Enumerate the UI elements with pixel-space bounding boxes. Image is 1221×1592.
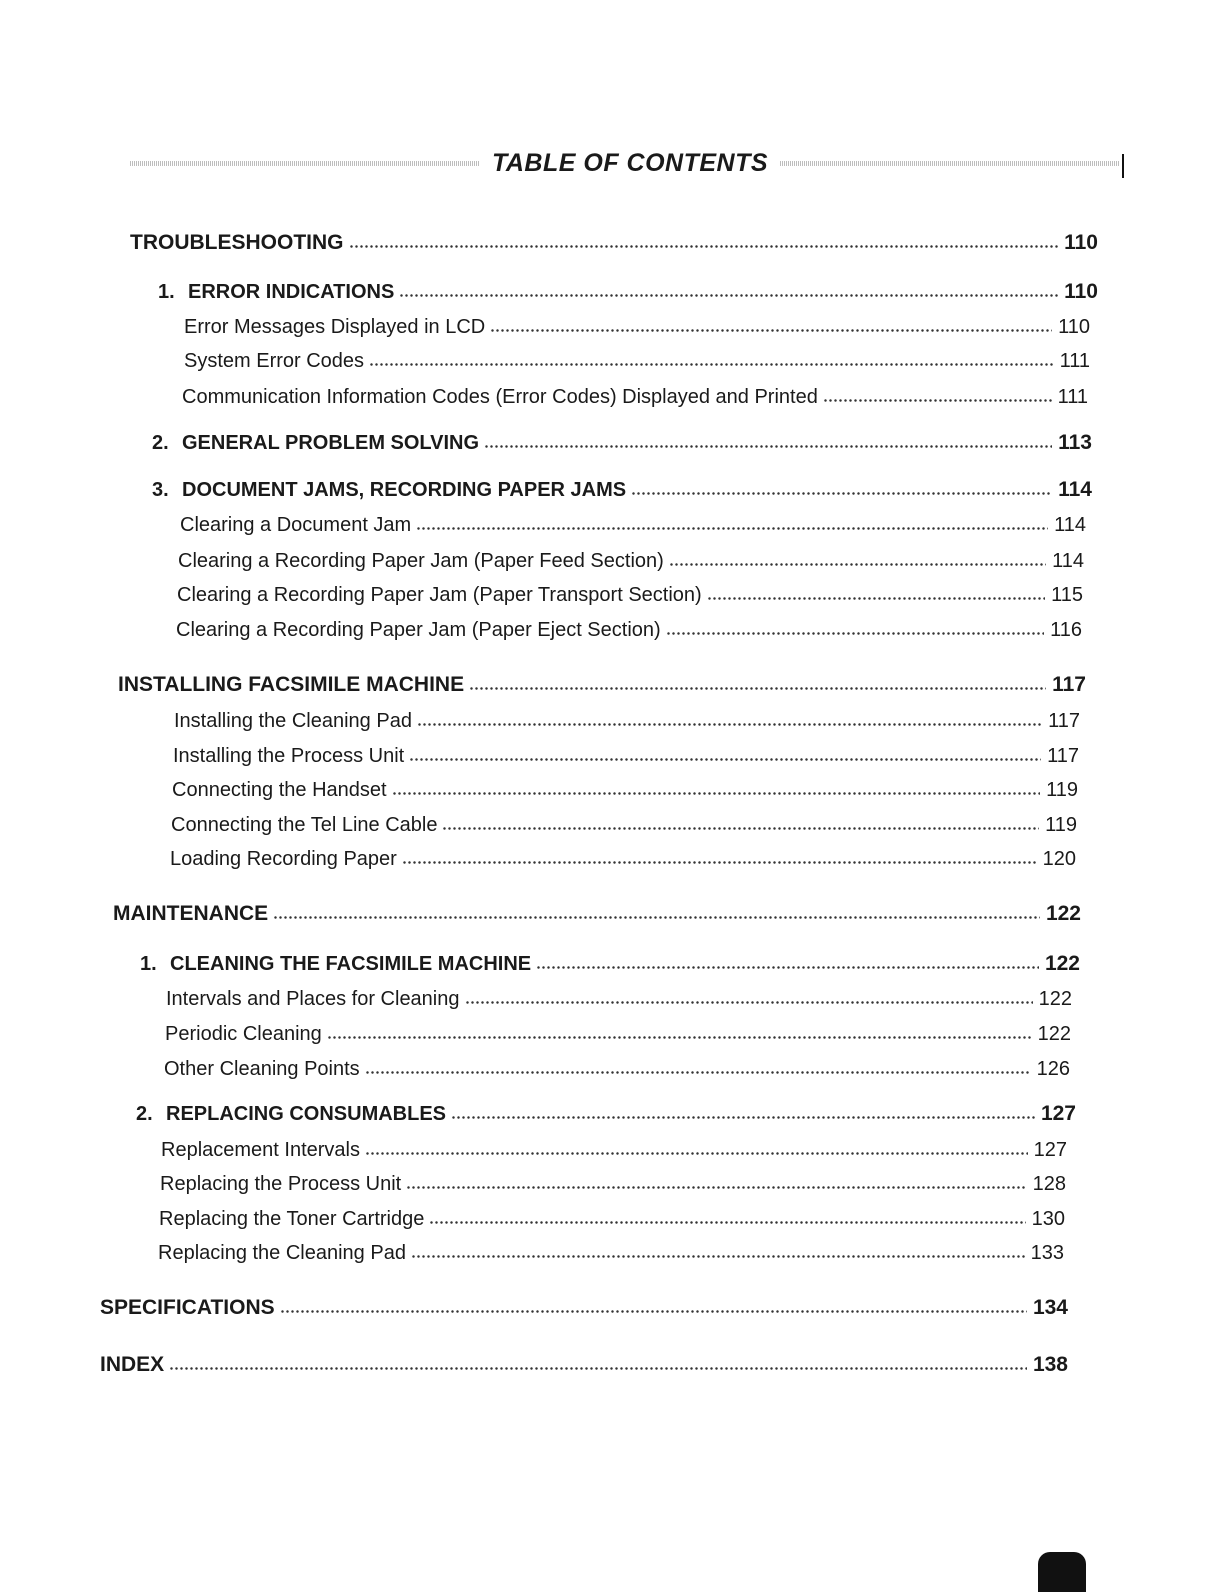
leader-dots xyxy=(485,445,1052,449)
toc-entry-label: INDEX xyxy=(100,1353,165,1376)
toc-entry-label: Clearing a Recording Paper Jam (Paper Eject Section) xyxy=(176,619,661,641)
leader-dots xyxy=(491,329,1052,333)
leader-dots xyxy=(407,1186,1026,1190)
toc-entry-page: 117 xyxy=(1052,673,1086,696)
toc-entry[interactable] xyxy=(174,708,1080,734)
leader-dots xyxy=(370,363,1054,367)
toc-entry-page: 127 xyxy=(1033,1139,1067,1161)
toc-entry[interactable] xyxy=(158,1240,1064,1266)
toc-entry-page: 114 xyxy=(1058,478,1092,501)
toc-entry-page: 122 xyxy=(1037,1023,1071,1045)
toc-entry-page: 111 xyxy=(1059,350,1090,372)
leader-dots xyxy=(170,1367,1027,1371)
toc-entry-label: Clearing a Recording Paper Jam (Paper Feed Section) xyxy=(178,550,664,572)
toc-entry-page: 117 xyxy=(1048,710,1080,732)
toc-entry-label: SPECIFICATIONS xyxy=(100,1296,275,1319)
toc-entry-label: Periodic Cleaning xyxy=(165,1023,322,1045)
toc-entry-page: 115 xyxy=(1051,584,1083,606)
toc-entry[interactable] xyxy=(160,1171,1066,1197)
toc-entry[interactable] xyxy=(136,1101,1076,1127)
toc-entry-label: TROUBLESHOOTING xyxy=(130,231,344,254)
leader-dots xyxy=(466,1001,1033,1005)
toc-entry-page: 134 xyxy=(1032,1296,1068,1319)
leader-dots xyxy=(418,723,1042,727)
toc-entry-label: Replacing the Cleaning Pad xyxy=(158,1242,406,1264)
leader-dots xyxy=(443,827,1039,831)
toc-entry[interactable] xyxy=(165,1021,1071,1047)
toc-entry-page: 138 xyxy=(1032,1353,1068,1376)
leader-dots xyxy=(417,527,1048,531)
toc-entry[interactable] xyxy=(161,1137,1067,1163)
toc-entry-label: Installing the Cleaning Pad xyxy=(174,710,412,732)
toc-entry-label: GENERAL PROBLEM SOLVING xyxy=(182,432,480,454)
leader-dots xyxy=(537,966,1039,970)
toc-entry[interactable] xyxy=(176,617,1082,643)
toc-entry[interactable] xyxy=(130,230,1098,256)
toc-entry-page: 116 xyxy=(1050,619,1082,641)
toc-entry-label: Other Cleaning Points xyxy=(164,1058,360,1080)
toc-entry-page: 119 xyxy=(1046,779,1078,801)
leader-dots xyxy=(470,687,1046,691)
toc-entry-page: 127 xyxy=(1040,1102,1076,1125)
toc-entry-number: 1. xyxy=(140,953,157,975)
toc-entry-page: 128 xyxy=(1032,1173,1066,1195)
toc-entry-number: 1. xyxy=(158,281,175,303)
toc-entry-page: 113 xyxy=(1058,431,1092,454)
toc-entry-label: Replacing the Process Unit xyxy=(160,1173,402,1195)
toc-entry-page: 110 xyxy=(1064,231,1098,254)
leader-dots xyxy=(670,563,1046,567)
leader-dots xyxy=(274,916,1040,920)
toc-entry-label: Connecting the Handset xyxy=(172,779,387,801)
toc-entry-label: Error Messages Displayed in LCD xyxy=(184,316,486,338)
leader-dots xyxy=(281,1310,1027,1314)
toc-entry[interactable] xyxy=(170,846,1076,872)
toc-entry-page: 117 xyxy=(1047,745,1079,767)
toc-entry-page: 122 xyxy=(1038,988,1072,1010)
toc-entry[interactable] xyxy=(173,743,1079,769)
toc-entry-label: System Error Codes xyxy=(184,350,365,372)
toc-entry[interactable] xyxy=(140,951,1080,977)
toc-entry[interactable] xyxy=(172,777,1078,803)
toc-entry-label: ERROR INDICATIONS xyxy=(188,281,395,303)
toc-entry-label: Intervals and Places for Cleaning xyxy=(166,988,460,1010)
leader-dots xyxy=(824,399,1052,403)
leader-dots xyxy=(430,1221,1025,1225)
toc-entry-label: MAINTENANCE xyxy=(113,902,269,925)
toc-entry-number: 2. xyxy=(136,1103,153,1125)
toc-entry-number: 3. xyxy=(152,479,169,501)
leader-dots xyxy=(366,1071,1031,1075)
toc-entry-page: 114 xyxy=(1052,550,1084,572)
leader-dots xyxy=(393,792,1041,796)
toc-entry-page: 111 xyxy=(1057,386,1088,408)
leader-dots xyxy=(400,294,1058,298)
toc-entry[interactable] xyxy=(177,582,1083,608)
toc-entry-label: Replacing the Toner Cartridge xyxy=(159,1208,425,1230)
toc-entry-label: Replacement Intervals xyxy=(161,1139,360,1161)
toc-entry[interactable] xyxy=(100,1352,1068,1378)
toc-entry-page: 110 xyxy=(1058,316,1090,338)
toc-entry[interactable] xyxy=(184,314,1090,340)
toc-entry[interactable] xyxy=(184,348,1090,374)
toc-entry-label: Installing the Process Unit xyxy=(173,745,405,767)
leader-dots xyxy=(403,861,1037,865)
leader-dots xyxy=(328,1036,1032,1040)
toc-entry[interactable] xyxy=(118,672,1086,698)
toc-entry-page: 133 xyxy=(1030,1242,1064,1264)
toc-entry-label: Loading Recording Paper xyxy=(170,848,397,870)
toc-entry[interactable] xyxy=(152,477,1092,503)
toc-entry[interactable] xyxy=(182,384,1088,410)
toc-entry-page: 119 xyxy=(1045,814,1077,836)
leader-dots xyxy=(366,1152,1028,1156)
toc-entry-label: REPLACING CONSUMABLES xyxy=(166,1103,447,1125)
toc-entry-label: DOCUMENT JAMS, RECORDING PAPER JAMS xyxy=(182,479,627,501)
leader-dots xyxy=(412,1255,1025,1259)
toc-entry-number: 2. xyxy=(152,432,169,454)
toc-entry-label: Connecting the Tel Line Cable xyxy=(171,814,438,836)
leader-dots xyxy=(410,758,1041,762)
toc-entry-label: Clearing a Recording Paper Jam (Paper Transport Section) xyxy=(177,584,702,606)
toc-entry-page: 130 xyxy=(1031,1208,1065,1230)
toc-entry-label: Communication Information Codes (Error Codes) Displayed and Printed xyxy=(182,386,818,408)
toc-entry[interactable] xyxy=(164,1056,1070,1082)
leader-dots xyxy=(708,597,1045,601)
toc-entry-page: 122 xyxy=(1045,902,1081,925)
toc-entry-label: Clearing a Document Jam xyxy=(180,514,412,536)
toc-entry-page: 114 xyxy=(1054,514,1086,536)
toc-entry[interactable] xyxy=(159,1206,1065,1232)
leader-dots xyxy=(350,245,1059,249)
toc-entry-label: INSTALLING FACSIMILE MACHINE xyxy=(118,673,465,696)
leader-dots xyxy=(632,492,1052,496)
toc-entry[interactable] xyxy=(100,1295,1068,1321)
toc-entry-page: 122 xyxy=(1044,952,1080,975)
toc-entry-label: CLEANING THE FACSIMILE MACHINE xyxy=(170,953,532,975)
toc-entry-page: 126 xyxy=(1036,1058,1070,1080)
toc-entry[interactable] xyxy=(113,901,1081,927)
toc-entry[interactable] xyxy=(180,512,1086,538)
toc-entry[interactable] xyxy=(178,548,1084,574)
toc-entry-page: 110 xyxy=(1064,280,1098,303)
toc-entry[interactable] xyxy=(158,279,1098,305)
page-title: TABLE OF CONTENTS xyxy=(491,149,769,177)
toc-entry[interactable] xyxy=(166,986,1072,1012)
leader-dots xyxy=(667,632,1044,636)
leader-dots xyxy=(452,1116,1035,1120)
toc-entry-page: 120 xyxy=(1042,848,1076,870)
toc-entry[interactable] xyxy=(171,812,1077,838)
page-tab-marker xyxy=(1038,1552,1086,1592)
toc-entry[interactable] xyxy=(152,430,1092,456)
